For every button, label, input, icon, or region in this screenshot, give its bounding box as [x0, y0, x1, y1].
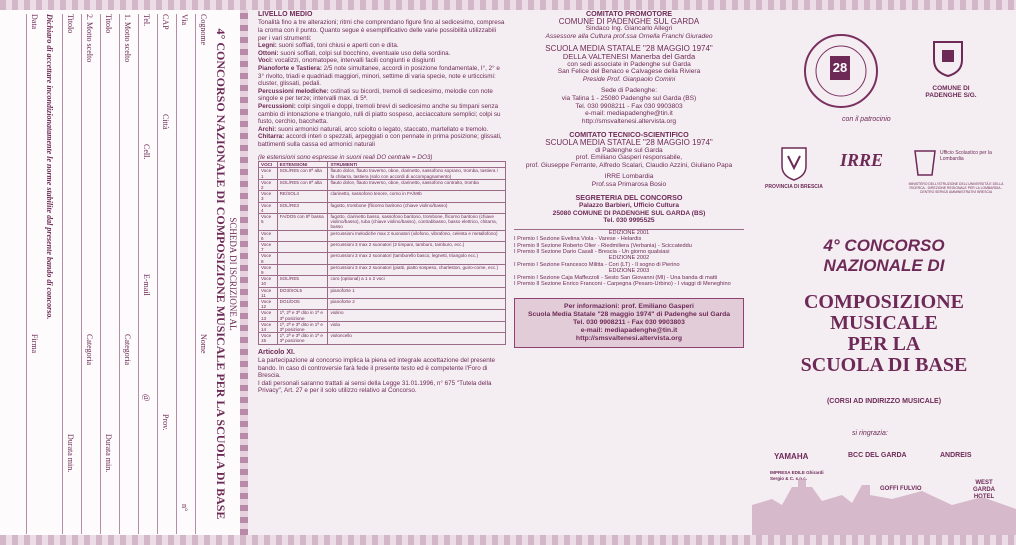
province-label: Prov.	[161, 414, 170, 431]
edition-entry: I Premio I Sezione Evelina Viola - Varese - Helardis	[514, 236, 642, 243]
table-cell: Voce 12	[259, 298, 278, 309]
sponsor-bcc: BCC DEL GARDA	[848, 452, 907, 459]
tel-label: Tel.	[142, 14, 151, 27]
provincia-crest-icon	[780, 146, 808, 182]
office-line: Tel. 030 9908211 - Fax 030 9903803	[575, 102, 683, 110]
school-line: Preside Prof. Gianpaolo Comini	[582, 75, 676, 83]
info-line: Scuola Media Statale "28 maggio 1974" di Padenghe sul Garda	[527, 310, 731, 318]
decorative-stripe	[240, 10, 248, 535]
school-line: San Felice del Benaco e Calvagese della Riviera	[557, 68, 701, 76]
edition-entry: I Premio II Sezione Dario Casali - Brescia - Un giorno qualsiasi	[514, 249, 670, 256]
title1-label: Titolo	[104, 14, 113, 34]
table-cell	[277, 241, 328, 252]
school-logo-text: SCUOLA MEDIA STATALE 28 MAGGIO 1974 DELLA VALTENESI	[800, 108, 886, 116]
table-cell: violoncello	[328, 333, 506, 344]
table-cell: Voce 11	[259, 287, 278, 298]
level-heading: LIVELLO MEDIO	[258, 11, 313, 18]
rule-perc-head: Percussioni melodiche:	[258, 87, 329, 95]
motto1-field[interactable]	[119, 14, 132, 534]
table-cell	[277, 230, 328, 241]
table-row	[259, 310, 506, 321]
table-cell: 1ª, 2ª e 3ª dito in 1ª e 3ª posizione	[277, 321, 328, 332]
table-row	[259, 298, 506, 309]
comune-crest-icon	[930, 38, 966, 78]
table-cell: Voce 3	[259, 191, 278, 202]
school-line: con sedi associate in Padenghe sul Garda	[567, 60, 691, 68]
table-cell: DO1/DO5	[277, 298, 328, 309]
rule-ottoni-text: suoni soffiati, colpi sul bocchino, eventuale uso della sordina.	[278, 49, 451, 57]
sponsor-ghirardi: IMPRESA EDILE Ghirardi Sergio & C. s.n.c.	[770, 470, 824, 481]
table-cell: Voce 1	[259, 168, 278, 179]
city-field[interactable]	[157, 14, 170, 534]
sponsor-andreis: ANDREIS	[940, 452, 972, 459]
duration2-label: Durata min.	[66, 434, 75, 473]
rule-piano-text: 2/5 note simultanee, accordi in posizione fondamentale, I°, 2° e 3° rivolto, triadi e quadriadi maggiori, minori, settime di varia specie, note e urticcismi: cluster, glissati, pedali.	[258, 64, 500, 88]
secretariat-heading: SEGRETERIA DEL CONCORSO	[575, 193, 683, 203]
comune-label: COMUNE DI PADENGHE S/G.	[925, 85, 977, 99]
article-heading: Articolo XI.	[258, 348, 295, 356]
table-row	[259, 168, 506, 179]
rule-ottoni-head: Ottoni:	[258, 49, 279, 57]
signature-field[interactable]	[26, 14, 39, 534]
table-cell: Voce 7	[259, 241, 278, 252]
street-number-label: n°	[180, 504, 189, 512]
instruments-table	[258, 161, 506, 345]
motto1-label: 1. Motto scelto	[123, 14, 132, 63]
technical-line: prof. Giuseppe Ferrante, Alfredo Scalari, Claudio Azzini, Giuliano Papa	[525, 161, 733, 169]
date-label: Data	[30, 14, 39, 30]
info-web-link[interactable]: http://smsvaltenesi.altervista.org	[575, 334, 683, 342]
rule-chit-text: accordi interi o spezzati, arpeggiati o con pennate in prima posizione; glissati, battimenti sulla cassa ed armonici naturali	[258, 133, 502, 148]
registration-form	[8, 14, 238, 534]
table-header: STRUMENTI	[328, 162, 506, 168]
rule-percussioni-melodiche	[258, 88, 506, 103]
irre-line: IRRE Lombardia	[604, 173, 654, 181]
table-cell: RE/SOL4	[277, 191, 328, 202]
table-cell: Voce 5	[259, 213, 278, 230]
rule-voci	[258, 57, 506, 65]
motto2-label: 2. Motto scelto	[85, 14, 94, 63]
title2-field[interactable]	[62, 14, 75, 534]
office-line: http://smsvaltenesi.altervista.org	[581, 117, 677, 125]
table-cell: coro (optional) a 1 o 2 voci	[328, 276, 506, 287]
ufficio-scolastico-label: Ufficio Scolastico per la Lombardia	[940, 150, 992, 162]
table-row	[259, 253, 506, 264]
school-logo-number: 28	[830, 56, 850, 80]
table-cell: 1ª, 2ª e 3ª dito in 1ª e 3ª posizione	[277, 310, 328, 321]
at-label: @	[142, 394, 151, 402]
info-email-link[interactable]: e-mail: mediapadenghe@tin.it	[580, 326, 678, 334]
table-cell: Voce 2	[259, 179, 278, 190]
title1-field[interactable]	[100, 14, 113, 534]
table-cell: percussioni melodiche max 2 suonatori (xilofono, vibrafono, celesta e metallofono)	[328, 230, 506, 241]
technical-line: di Padenghe sul Garda	[595, 146, 663, 154]
table-row	[259, 321, 506, 332]
school-line: SCUOLA MEDIA STATALE "28 MAGGIO 1974"	[545, 44, 713, 54]
table-cell: violino	[328, 310, 506, 321]
promoter-line: Assessore alla Cultura prof.ssa Ornella Franchi Giuradeo	[545, 32, 713, 40]
cap-label: CAP	[161, 14, 170, 30]
secretariat-line: 25080 COMUNE DI PADENGHE SUL GARDA (BS)	[552, 209, 706, 217]
category2-label: Categoria	[85, 334, 94, 366]
ufficio-scolastico-icon	[912, 148, 938, 178]
rule-percs-head: Percussioni:	[258, 102, 296, 110]
secretariat-line: Palazzo Barbieri, Ufficio Cultura	[578, 202, 680, 210]
table-cell: Voce 9	[259, 264, 278, 275]
table-cell: fagotto, clarinetto basso, sassofono baritono, trombone, flicorno baritono (chiave violino/basso), tuba (chiave violino/basso), contrabbasso, basso elettrico, chitarra, basso	[328, 213, 506, 230]
cover-subtitle: (CORSI AD INDIRIZZO MUSICALE)	[826, 398, 942, 405]
cover-title-line: PER LA	[847, 333, 921, 355]
edition-heading: EDIZIONE 2003	[608, 268, 650, 275]
cover-title-top	[752, 236, 1016, 276]
form-subtitle: SCHEDA DI ISCRIZIONE AL	[228, 217, 238, 331]
committee-block	[508, 10, 750, 225]
table-cell: clarinetto, sassofono tenore, corno in FA/MIb	[328, 191, 506, 202]
rule-legni-text: suoni soffiati, toni chiusi e aperti con e dita.	[276, 42, 399, 50]
table-row	[259, 264, 506, 275]
edition-entry: I Premio I Sezione Caja Maffezzoli - Sesto San Giovanni (MI) - Una banda di matti	[514, 274, 718, 281]
table-row	[259, 276, 506, 287]
promoter-heading: COMITATO PROMOTORE	[585, 9, 673, 18]
title2-label: Titolo	[66, 14, 75, 34]
table-cell: Voce 14	[259, 321, 278, 332]
school-logo	[800, 34, 886, 116]
promoter-line: COMUNE DI PADENGHE SUL GARDA	[558, 16, 700, 26]
rules-panel	[258, 10, 506, 535]
cover-title-main	[752, 292, 1016, 376]
table-cell: pianoforte 2	[328, 298, 506, 309]
table-cell: SOL/RE5 con 8ª alta	[277, 168, 328, 179]
table-row	[259, 230, 506, 241]
school-line: DELLA VALTENESI Manerba del Garda	[562, 51, 696, 61]
duration1-label: Durata min.	[104, 434, 113, 473]
street-field[interactable]	[176, 14, 189, 534]
committee-panel	[508, 10, 750, 535]
rule-legni	[258, 42, 506, 50]
patronage-label: con il patrocinio	[842, 116, 891, 123]
street-label: Via	[180, 14, 189, 26]
rule-archi	[258, 126, 506, 134]
table-cell: DO3/SOL5	[277, 287, 328, 298]
cover-title-line: MUSICALE	[830, 312, 938, 334]
table-cell: Voce 10	[259, 276, 278, 287]
table-cell: Voce 6	[259, 230, 278, 241]
info-box	[514, 298, 744, 348]
technical-heading: COMITATO TECNICO-SCIENTIFICO	[569, 130, 689, 140]
rule-piano	[258, 65, 506, 88]
table-cell: SOL/RE5 con 8ª alta	[277, 179, 328, 190]
table-cell: pianoforte 1	[328, 287, 506, 298]
info-line: Tel. 030 9908211 - Fax 030 9903803	[573, 318, 685, 326]
rule-archi-text: suoni armonici naturali, arco sciolto o legato, staccato, martellato e tremolo.	[276, 125, 489, 133]
registration-form-panel	[0, 10, 248, 535]
sponsor-goffi: GOFFI FULVIO	[880, 486, 922, 492]
article-text-1: La partecipazione al concorso implica la piena ed integrale accettazione del presente bando. In caso di controversie farà fede il presente testo ed è competente l'Foro di Brescia.	[258, 357, 495, 380]
motto2-field[interactable]	[81, 14, 94, 534]
ministero-label: MINISTERO DELL'ISTRUZIONE DELL'UNIVERSITÀ E DELLA RICERCA - DIREZIONE REGIONALE PER LA LOMBARDIA - CENTRO SERVIZI AMMINISTRATIVI BRESCIA	[908, 182, 1004, 194]
table-row	[259, 241, 506, 252]
table-cell: percussioni 3 max 2 suonatori (piatti, piatto sospeso, charleston, guiro-come, ecc.)	[328, 264, 506, 275]
past-editions	[508, 230, 750, 288]
rule-voci-head: Voci:	[258, 57, 273, 65]
table-cell: percussioni 3 max 2 suonatori (tamburello basco, legnetti, triangolo ecc.)	[328, 253, 506, 264]
rule-piano-head: Pianoforte e Tastiera:	[258, 64, 322, 72]
office-line: via Talina 1 - 25080 Padenghe sul Garda (BS)	[561, 94, 697, 102]
rule-chitarra	[258, 133, 506, 148]
table-cell: flauto dolce, flauto traverso, oboe, clarinetto, sassofono soprano, tromba, tastiera / fa chitarra, tastiera (solo con accordi di accompagnamento)	[328, 168, 506, 179]
table-row	[259, 202, 506, 213]
provincia-label: PROVINCIA DI BRESCIA	[765, 184, 823, 190]
office-heading: Sede di Padenghe:	[600, 87, 658, 95]
table-row	[259, 179, 506, 190]
edition-heading: EDIZIONE 2001	[608, 229, 650, 236]
info-line: Per informazioni: prof. Emiliano Gasperi	[564, 302, 694, 310]
cover-panel	[752, 10, 1016, 535]
article-text-2: I dati personali saranno trattati ai sensi della Legge 31.01.1996, n° 675 "Tutela della Privacy", Art. 27 e per il solo utilizzo relativo al Concorso.	[258, 379, 492, 395]
rule-percussioni	[258, 103, 506, 126]
table-cell: SOL/RE3	[277, 202, 328, 213]
table-cell: Voce 4	[259, 202, 278, 213]
castle-illustration-icon	[752, 465, 1016, 535]
rule-ottoni	[258, 50, 506, 58]
table-cell: FA/DO5 con 8ª bassa	[277, 213, 328, 230]
decorative-border-top	[0, 0, 1016, 10]
rules-intro: Tonalità fino a tre alterazioni; ritmi che comprendano figure fino al sedicesimo, compresa la croma con il punto. Quanto segue è esemplificativo delle varie possibilità utilizzabili per i vari strumenti:	[258, 19, 505, 42]
surname-label: Cognome	[199, 14, 208, 46]
cell-label: Cell.	[142, 144, 151, 160]
office-line: e-mail: mediapadenghe@tin.it	[585, 110, 673, 118]
sponsor-yamaha: YAMAHA	[774, 452, 809, 461]
cover-title-line: COMPOSIZIONE	[803, 291, 965, 313]
email-label: E-mail	[142, 274, 151, 296]
table-row	[259, 287, 506, 298]
table-row	[259, 191, 506, 202]
extensions-note: (le estensioni sono espresse in suoni reali DO centrale = DO3)	[258, 153, 433, 161]
promoter-line: Sindaco Ing. Giancarlo Allegri	[585, 25, 673, 33]
decorative-border-bottom	[0, 535, 1016, 545]
surname-field[interactable]	[195, 14, 208, 534]
table-cell: Voce 8	[259, 253, 278, 264]
city-label: Città	[161, 114, 170, 130]
technical-line: SCUOLA MEDIA STATALE "28 MAGGIO 1974"	[545, 137, 713, 147]
form-title: 4° CONCORSO NAZIONALE DI COMPOSIZIONE MUSICALE PER LA SCUOLA DI BASE	[214, 28, 228, 520]
table-cell	[277, 264, 328, 275]
table-cell	[277, 253, 328, 264]
table-cell: Voce 15	[259, 333, 278, 344]
signature-label: Firma	[30, 334, 39, 354]
secretariat-line: Tel. 030 9995525	[603, 217, 655, 225]
table-cell: Voce 13	[259, 310, 278, 321]
cover-title-line: 4° CONCORSO	[823, 236, 945, 255]
table-cell: flauto dolce, flauto traverso, oboe, clarinetto, sassofono contralto, tromba	[328, 179, 506, 190]
declaration: Dichiaro di accettare incondizionatamente le norme stabilite dal presente bando di concorso.	[45, 14, 54, 320]
cover-title-line: NAZIONALE DI	[823, 256, 945, 275]
table-header: VOCI	[259, 162, 278, 168]
technical-line: prof. Emiliano Gasperi responsabile,	[575, 154, 683, 162]
rule-perc-text: ostinati su bicordi, tremoli di sedicesimo, melodie con note singole e per terze; intervalli max. di 5ª.	[258, 87, 493, 103]
rule-chit-head: Chitarra:	[258, 133, 285, 141]
edition-heading: EDIZIONE 2002	[608, 255, 650, 262]
table-cell: SOL/RE5	[277, 276, 328, 287]
table-cell: fagotto, trombone (flicorno baritono (chiave violino/basso)	[328, 202, 506, 213]
rule-voci-text: vocalizzi, onomatopee, intervalli facili congiunti e disgiunti	[272, 57, 435, 65]
name-label: Nome	[199, 334, 208, 354]
category1-label: Categoria	[123, 334, 132, 366]
cover-title-line: SCUOLA DI BASE	[800, 354, 968, 376]
table-cell: percussioni 3 max 2 suonatori (2 timpani, tamburo, tamburo, ecc.)	[328, 241, 506, 252]
edition-entry: I Premio II Sezione Enrico Franconi - Carpegna (Pesaro-Urbino) - I viaggi di Meneghino	[514, 281, 731, 288]
irre-logo: IRRE	[840, 150, 884, 170]
irre-line: Prof.ssa Primarosa Bosio	[591, 180, 667, 188]
thanks-label: si ringrazia:	[852, 430, 888, 437]
rule-legni-head: Legni:	[258, 42, 277, 50]
rule-archi-head: Archi:	[258, 125, 277, 133]
rule-percs-text: colpi singoli e doppi, tremoli brevi di sedicesimo anche su timpani senza cambio di intonazione e triangolo, rulli di piatto sospeso, acciaccature semplici; colpi su fusto, cerchio, bacchetta.	[258, 102, 501, 126]
instruments-table-body	[259, 168, 506, 344]
contact-field[interactable]	[138, 14, 151, 534]
edition-entry: I Premio I Sezione Francesco Militta - Cori (LT) - Il sogno di Pierino	[514, 261, 680, 268]
table-cell: 1ª, 2ª e 3ª dito in 1ª e 3ª posizione	[277, 333, 328, 344]
edition-entry: I Premio II Sezione Roberto Olier - Riedmiliera (Verbania) - Sciccateddu	[514, 242, 692, 249]
table-row	[259, 333, 506, 344]
sponsor-west-garda: WEST GARDA HOTEL	[973, 480, 995, 500]
table-row	[259, 213, 506, 230]
table-header: ESTENSIONI	[277, 162, 328, 168]
table-cell: viola	[328, 321, 506, 332]
